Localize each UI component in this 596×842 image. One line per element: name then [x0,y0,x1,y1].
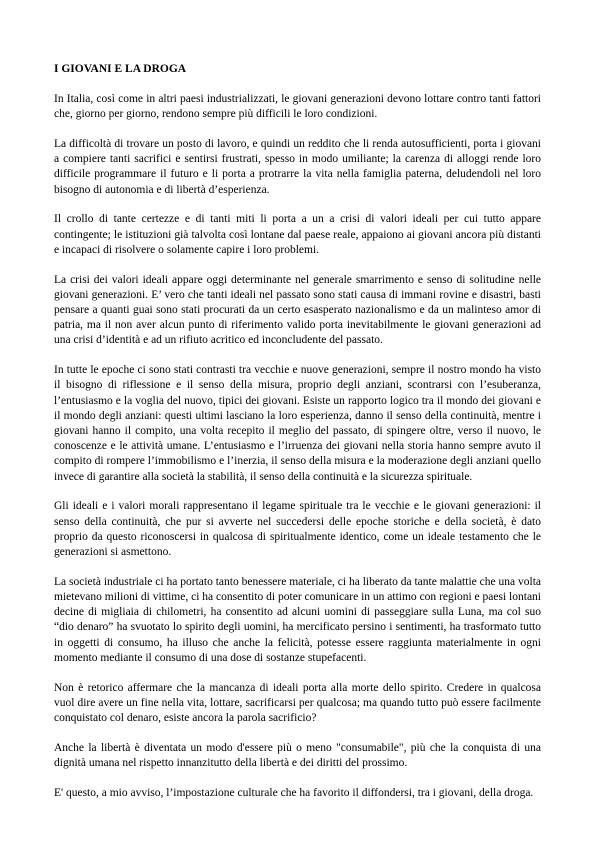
paragraph-5: In tutte le epoche ci sono stati contrasti tra vecchie e nuove generazioni, sempre il nostro mondo ha visto il bisogno di riflessione e il senso della misura, proprio degli anziani, scontrarsi con l’esuberanza, l’entusiasmo e la voglia del nuovo, tipici dei giovani. Esiste un rapporto logico tra il mondo dei giovani e il mondo degli anziani: questi ultimi lasciano la loro esperienza, danno il senso della continuità, mentre i giovani hanno il compito, una volta recepito il meglio del passato, di spingere oltre, verso il nuovo, le conoscenze e le attività umane. L’entusiasmo e l’irruenza dei giovani nella storia hanno sempre avuto il compito di rompere l’immobilismo e l’inerzia, il senso della misura e la moderazione degli anziani quello invece di garantire alla società la stabilità, il senso della continuità e la sicurezza spirituale. [54,364,541,483]
paragraph-9: Anche la libertà è diventata un modo d'essere più o meno "consumabile", più che la conquista di una dignità umana nel rispetto innanzitutto della libertà e dei diritti del prossimo. [54,741,541,770]
document-title: I GIOVANI E LA DROGA [54,63,187,75]
paragraph-8: Non è retorico affermare che la mancanza di ideali porta alla morte dello spirito. Credere in qualcosa vuol dire avere un fine nella vita, lottare, sacrificarsi per qualcosa; ma quando tutto può essere facilmente conquistato col denaro, esiste ancora la parola sacrificio? [54,681,541,725]
paragraph-1: In Italia, così come in altri paesi industrializzati, le giovani generazioni devono lottare contro tanti fattori che, giorno per giorno, rendono sempre più difficili le loro condizioni. [54,93,541,121]
paragraph-6: Gli ideali e i valori morali rappresentano il legame spirituale tra le vecchie e le giovani generazioni: il senso della continuità, che pur si avverte nel succedersi delle epoche storiche e della società, è dato proprio da questo riconoscersi in qualcosa di spiritualmente identico, come un ideale testamento che le generazioni si asmettono. [54,500,541,559]
paragraph-10: E' questo, a mio avviso, l’impostazione culturale che ha favorito il diffondersi, tra i giovani, della droga. [54,786,534,799]
paragraph-3: Il crollo di tante certezze e di tanti miti li porta a un a crisi di valori ideali per cui tutto appare contingente; le istituzioni già talvolta così lontane dal paese reale, appaiono ai giovani ancora più distanti e incapaci di risolvere o solamente capire i loro problemi. [54,213,541,256]
document-page [54,62,541,816]
paragraph-7: La società industriale ci ha portato tanto benessere materiale, ci ha liberato da tante malattie che una volta mietevano milioni di vittime, ci ha consentito di poter comunicare in un attimo con regioni e paesi lontani decine di migliaia di chilometri, ha consentito ad alcuni uomini di passeggiare sulla Luna, ma col suo “dio denaro” ha svuotato lo spirito degli uomini, ha mercificato persino i sentimenti, ha trasformato tutto in oggetti di consumo, ha illuso che anche la felicità, potesse essere raggiunta materialmente in ogni momento mediante il consumo di una dose di sostanze stupefacenti. [54,575,541,664]
paragraph-4: La crisi dei valori ideali appare oggi determinante nel generale smarrimento e senso di solitudine nelle giovani generazioni. E’ vero che tanti ideali nel passato sono stati causa di immani rovine e disastri, basti pensare a quanti guai sono stati procurati da un certo esasperato nazionalismo e da un malinteso amor di patria, ma il non aver alcun punto di riferimento valido porta inevitabilmente le giovani generazioni ad una crisi d’identità e ad un rifiuto acritico ed inconcludente del passato. [54,273,541,347]
paragraph-2: La difficoltà di trovare un posto di lavoro, e quindi un reddito che li renda autosufficienti, porta i giovani a compiere tanti sacrifici e sentirsi frustrati, spesso in modo umiliante; la carenza di alloggi rende loro difficile programmare il futuro e li porta a protrarre la vita nella famiglia paterna, deludendoli nel loro bisogno di autonomia e di libertà d’esperienza. [54,138,541,196]
